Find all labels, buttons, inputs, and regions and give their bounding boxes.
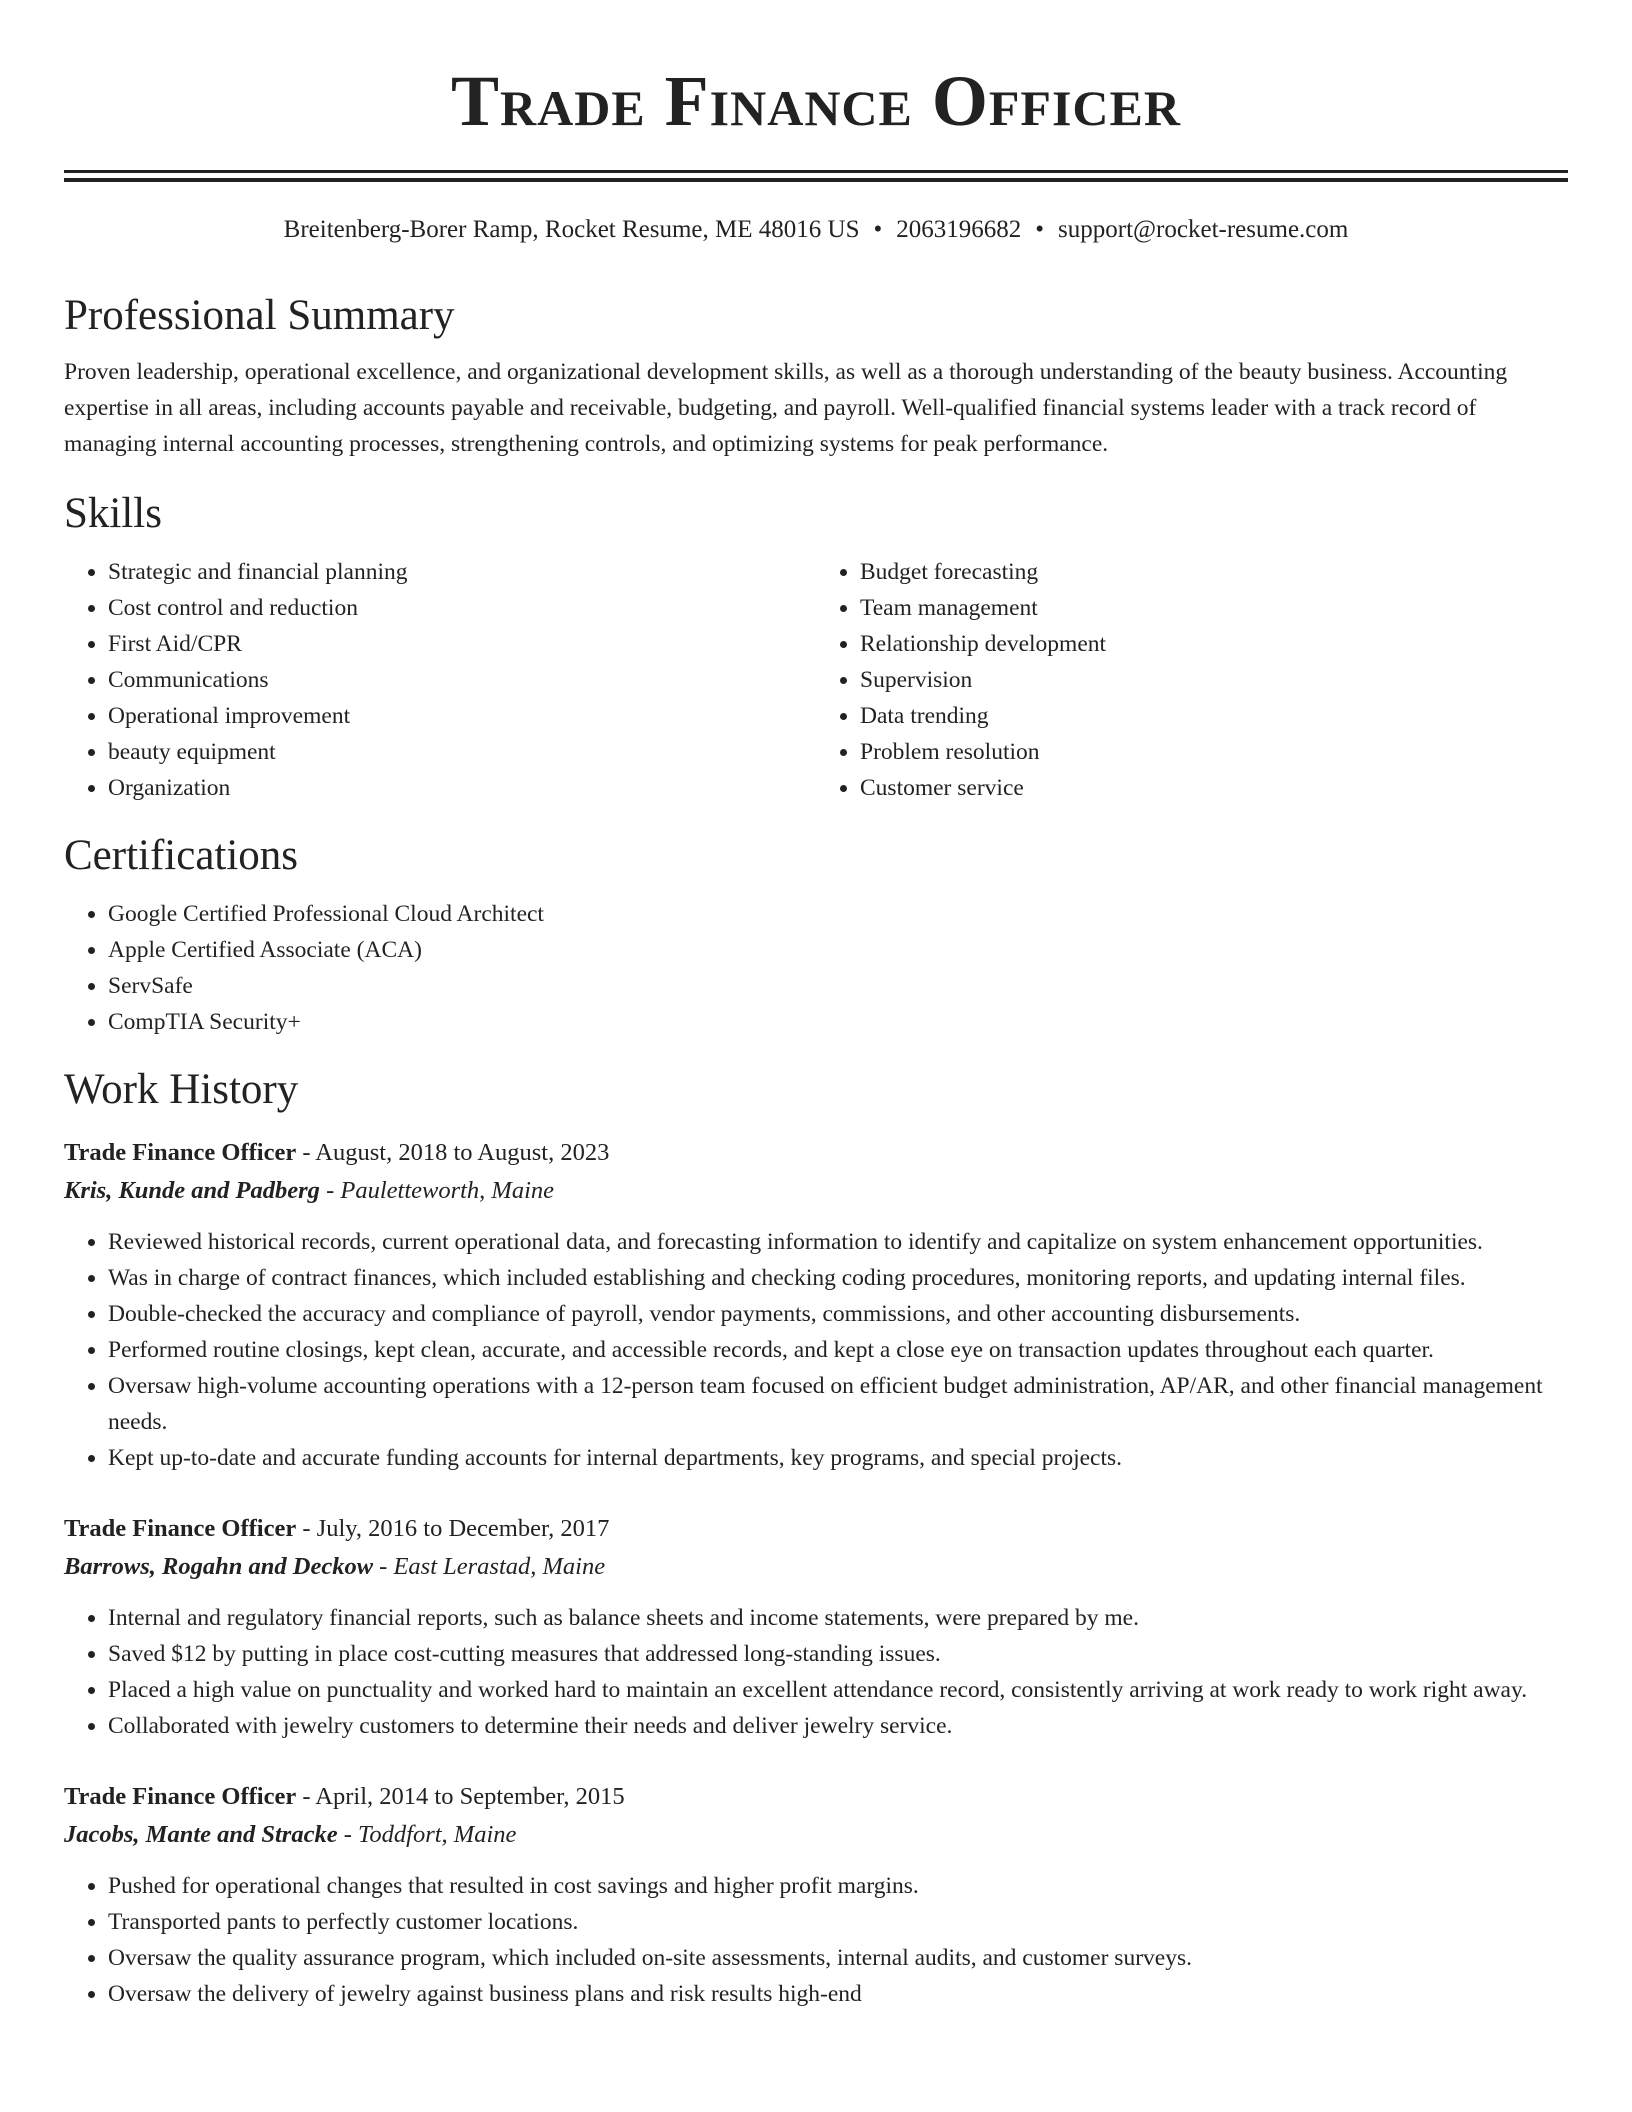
skills-list-left	[64, 554, 816, 806]
duty-item: • Internal and regulatory financial reports, such as balance sheets and income statements, were prepared by me.	[108, 1600, 1568, 1636]
certification-item: • Apple Certified Associate (ACA)	[108, 932, 1568, 968]
skill-item: • First Aid/CPR	[108, 626, 816, 662]
skill-item: • beauty equipment	[108, 734, 816, 770]
duty-item: • Transported pants to perfectly customer locations.	[108, 1904, 1568, 1940]
job-dates: August, 2018 to August, 2023	[315, 1139, 610, 1166]
duty-item: • Performed routine closings, kept clean, accurate, and accessible records, and kept a close eye on transaction updates throughout each quarter.	[108, 1332, 1568, 1368]
certifications-section	[64, 828, 1568, 1040]
skill-item: • Strategic and financial planning	[108, 554, 816, 590]
skill-item: • Problem resolution	[860, 734, 1568, 770]
contact-separator: •	[873, 216, 883, 243]
certifications-list	[64, 896, 1568, 1040]
skill-item: • Operational improvement	[108, 698, 816, 734]
skill-item: • Supervision	[860, 662, 1568, 698]
header-divider	[64, 170, 1568, 182]
job-dates: July, 2016 to December, 2017	[316, 1515, 610, 1542]
job-entry	[64, 1778, 1568, 2012]
skills-grid	[64, 554, 1568, 806]
certifications-heading: Certifications	[64, 832, 299, 879]
job-title-line	[64, 1510, 1568, 1548]
duty-item: • Double-checked the accuracy and compliance of payroll, vendor payments, commissions, and other accounting disbursements.	[108, 1296, 1568, 1332]
certification-item: • ServSafe	[108, 968, 1568, 1004]
summary-section	[64, 288, 1568, 462]
job-title: Trade Finance Officer	[64, 1783, 297, 1810]
work-history-heading: Work History	[64, 1066, 299, 1113]
contact-line	[64, 212, 1568, 248]
job-duties	[64, 1224, 1568, 1476]
job-duties	[64, 1600, 1568, 1744]
job-dash: -	[296, 1139, 316, 1166]
contact-email[interactable]: support@rocket-resume.com	[1058, 216, 1349, 243]
resume-page	[64, 0, 1568, 2012]
skill-item: • Cost control and reduction	[108, 590, 816, 626]
company-line	[64, 1172, 1568, 1210]
job-entry	[64, 1134, 1568, 1476]
contact-separator: •	[1035, 216, 1045, 243]
company-line	[64, 1816, 1568, 1854]
job-dates: April, 2014 to September, 2015	[315, 1783, 625, 1810]
duty-item: • Oversaw the quality assurance program, which included on-site assessments, internal audits, and customer surveys.	[108, 1940, 1568, 1976]
job-title-line	[64, 1134, 1568, 1172]
job-entry	[64, 1510, 1568, 1744]
job-dash: -	[319, 1177, 341, 1204]
duty-item: • Reviewed historical records, current operational data, and forecasting information to identify and capitalize on system enhancement opportunities.	[108, 1224, 1568, 1260]
job-location: Toddfort, Maine	[358, 1821, 517, 1848]
job-title-line	[64, 1778, 1568, 1816]
skills-heading: Skills	[64, 490, 162, 537]
certification-item: • CompTIA Security+	[108, 1004, 1568, 1040]
skill-item: • Team management	[860, 590, 1568, 626]
skill-item: • Communications	[108, 662, 816, 698]
job-title: Trade Finance Officer	[64, 1139, 297, 1166]
job-dash: -	[296, 1783, 316, 1810]
skill-item: • Customer service	[860, 770, 1568, 806]
duty-item: • Kept up-to-date and accurate funding accounts for internal departments, key programs, and special projects.	[108, 1440, 1568, 1476]
duty-item: • Pushed for operational changes that resulted in cost savings and higher profit margins.	[108, 1868, 1568, 1904]
job-location: Pauletteworth, Maine	[340, 1177, 555, 1204]
duty-item: • Oversaw the delivery of jewelry against business plans and risk results high-end	[108, 1976, 1568, 2012]
job-dash: -	[296, 1515, 317, 1542]
summary-heading: Professional Summary	[64, 292, 455, 339]
duty-item: • Collaborated with jewelry customers to determine their needs and deliver jewelry service.	[108, 1708, 1568, 1744]
company-name: Kris, Kunde and Padberg	[64, 1177, 320, 1204]
contact-phone: 2063196682	[896, 216, 1022, 243]
job-dash: -	[337, 1821, 359, 1848]
company-name: Barrows, Rogahn and Deckow	[64, 1553, 374, 1580]
job-duties	[64, 1868, 1568, 2012]
duty-item: • Saved $12 by putting in place cost-cutting measures that addressed long-standing issues.	[108, 1636, 1568, 1672]
skills-section	[64, 486, 1568, 806]
skill-item: • Data trending	[860, 698, 1568, 734]
skills-list-right	[816, 554, 1568, 806]
company-name: Jacobs, Mante and Stracke	[64, 1821, 338, 1848]
skill-item: • Relationship development	[860, 626, 1568, 662]
contact-address: Breitenberg-Borer Ramp, Rocket Resume, ME 48016 US	[283, 216, 860, 243]
duty-item: • Oversaw high-volume accounting operations with a 12-person team focused on efficient budget administration, AP/AR, and other financial management needs.	[108, 1368, 1568, 1440]
job-dash: -	[373, 1553, 394, 1580]
duty-item: • Placed a high value on punctuality and worked hard to maintain an excellent attendance record, consistently arriving at work ready to work right away.	[108, 1672, 1568, 1708]
job-title: Trade Finance Officer	[64, 1515, 297, 1542]
duty-item: • Was in charge of contract finances, which included establishing and checking coding procedures, monitoring reports, and updating internal files.	[108, 1260, 1568, 1296]
skill-item: • Budget forecasting	[860, 554, 1568, 590]
summary-text: Proven leadership, operational excellence, and organizational development skills, as well as a thorough understanding of the beauty business. Accounting expertise in all areas, including accounts payable and receivable, budgeting, and payroll. Well-qualified financial systems leader with a track record of managing internal accounting processes, strengthening controls, and optimizing systems for peak performance.	[64, 359, 1508, 457]
work-history-section	[64, 1062, 1568, 2012]
company-line	[64, 1548, 1568, 1586]
job-location: East Lerastad, Maine	[393, 1553, 606, 1580]
candidate-name: Trade Finance Officer	[450, 61, 1182, 141]
skill-item: • Organization	[108, 770, 816, 806]
certification-item: • Google Certified Professional Cloud Architect	[108, 896, 1568, 932]
